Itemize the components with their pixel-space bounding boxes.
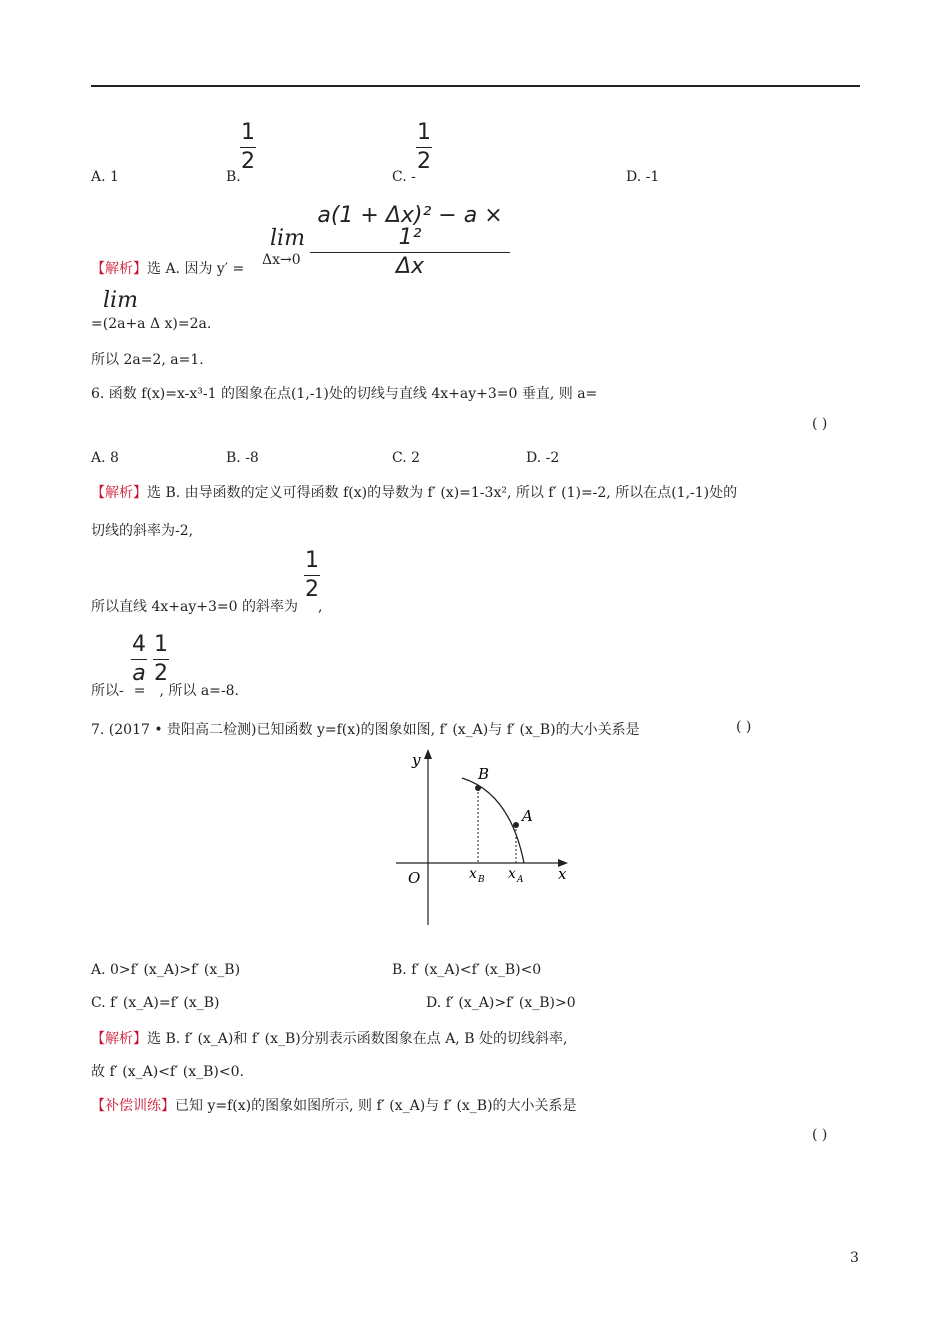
q5-option-b-fraction: 1 2 [241, 120, 255, 174]
q5-analysis-line3: 所以 2a=2, a=1. [91, 352, 204, 368]
q6-stem: 6. 函数 f(x)=x-x³-1 的图象在点(1,-1)处的切线与直线 4x+ay+3=0 垂直, 则 a= [91, 386, 598, 402]
q7-analysis-tag: 【解析】 [91, 1031, 147, 1047]
q6-slope-fraction: 1 2 [305, 548, 319, 602]
q6-fraction-4-over-a: 4 a [132, 632, 146, 686]
q5-analysis-line1 [91, 258, 244, 278]
q5-option-c-fraction: 1 2 [417, 120, 431, 174]
q7-analysis-line1: 【解析】选 B. f′ (x_A)和 f′ (x_B)分别表示函数图象在点 A, B 处的切线斜率, [91, 1031, 568, 1047]
xb-label: x [469, 866, 477, 882]
q6-analysis-line4: 所以- = , 所以 a=-8. [91, 683, 239, 699]
q6-option-c: C. 2 [392, 450, 421, 466]
x-axis-label: x [558, 865, 567, 883]
xa-label: x [508, 866, 516, 882]
q7-function-graph [390, 745, 580, 930]
q5-limit-symbol-2: lim [103, 288, 138, 313]
q6-option-b: B. -8 [226, 450, 259, 466]
y-axis-label: y [412, 751, 421, 769]
function-curve [462, 778, 524, 863]
q5-analysis-line2: =(2a+a Δ x)=2a. [91, 316, 212, 332]
q5-limit-subscript: Δx→0 [262, 252, 301, 268]
q7-option-d: D. f′ (x_A)>f′ (x_B)>0 [426, 995, 576, 1011]
xb-subscript: B [478, 875, 485, 885]
point-a-label: A [522, 807, 533, 825]
q6-answer-paren: ( ) [812, 416, 828, 432]
q5-analysis-text: 选 A. 因为 y′ = [147, 261, 245, 277]
page-number: 3 [850, 1250, 859, 1266]
point-b-label: B [478, 765, 490, 783]
top-rule [91, 85, 860, 87]
q5-option-b: B. [226, 169, 241, 185]
xa-subscript: A [517, 875, 524, 885]
q6-fraction-half: 1 2 [154, 632, 168, 686]
q5-option-d: D. -1 [626, 169, 660, 185]
q7-option-a: A. 0>f′ (x_A)>f′ (x_B) [91, 962, 241, 978]
q7-stem: 7. (2017 • 贵阳高二检测)已知函数 y=f(x)的图象如图, f′ (x_A)与 f′ (x_B)的大小关系是 [91, 722, 640, 738]
q5-option-c: C. - [392, 169, 416, 185]
point-a [513, 822, 519, 828]
q6-analysis-line3: 所以直线 4x+ay+3=0 的斜率为 , [91, 599, 323, 615]
q6-option-a: A. 8 [91, 450, 119, 466]
q5-analysis-tag: 【解析】 [91, 261, 147, 277]
q6-analysis-tag: 【解析】 [91, 485, 147, 501]
q6-analysis-line1: 【解析】选 B. 由导函数的定义可得函数 f(x)的导数为 f′ (x)=1-3x², 所以 f′ (1)=-2, 所以在点(1,-1)处的 [91, 485, 738, 501]
q6-option-d: D. -2 [526, 450, 560, 466]
q5-limit-fraction: a(1 + Δx)² − a × 1² Δx [310, 205, 510, 278]
q7-answer-paren: ( ) [736, 719, 752, 735]
supplement-line: 【补偿训练】已知 y=f(x)的图象如图所示, 则 f′ (x_A)与 f′ (x_B)的大小关系是 [91, 1098, 577, 1114]
point-b [475, 785, 481, 791]
q6-analysis-line2: 切线的斜率为-2, [91, 523, 194, 539]
origin-label: O [408, 869, 421, 887]
q5-option-a: A. 1 [91, 169, 119, 185]
q7-option-b: B. f′ (x_A)<f′ (x_B)<0 [392, 962, 542, 978]
supplement-tag: 【补偿训练】 [91, 1098, 175, 1114]
supplement-answer-paren: ( ) [812, 1127, 828, 1143]
q7-option-c: C. f′ (x_A)=f′ (x_B) [91, 995, 220, 1011]
q7-analysis-line2: 故 f′ (x_A)<f′ (x_B)<0. [91, 1064, 244, 1080]
y-axis-arrow-icon [424, 749, 432, 759]
q5-limit-symbol: lim [270, 226, 305, 251]
